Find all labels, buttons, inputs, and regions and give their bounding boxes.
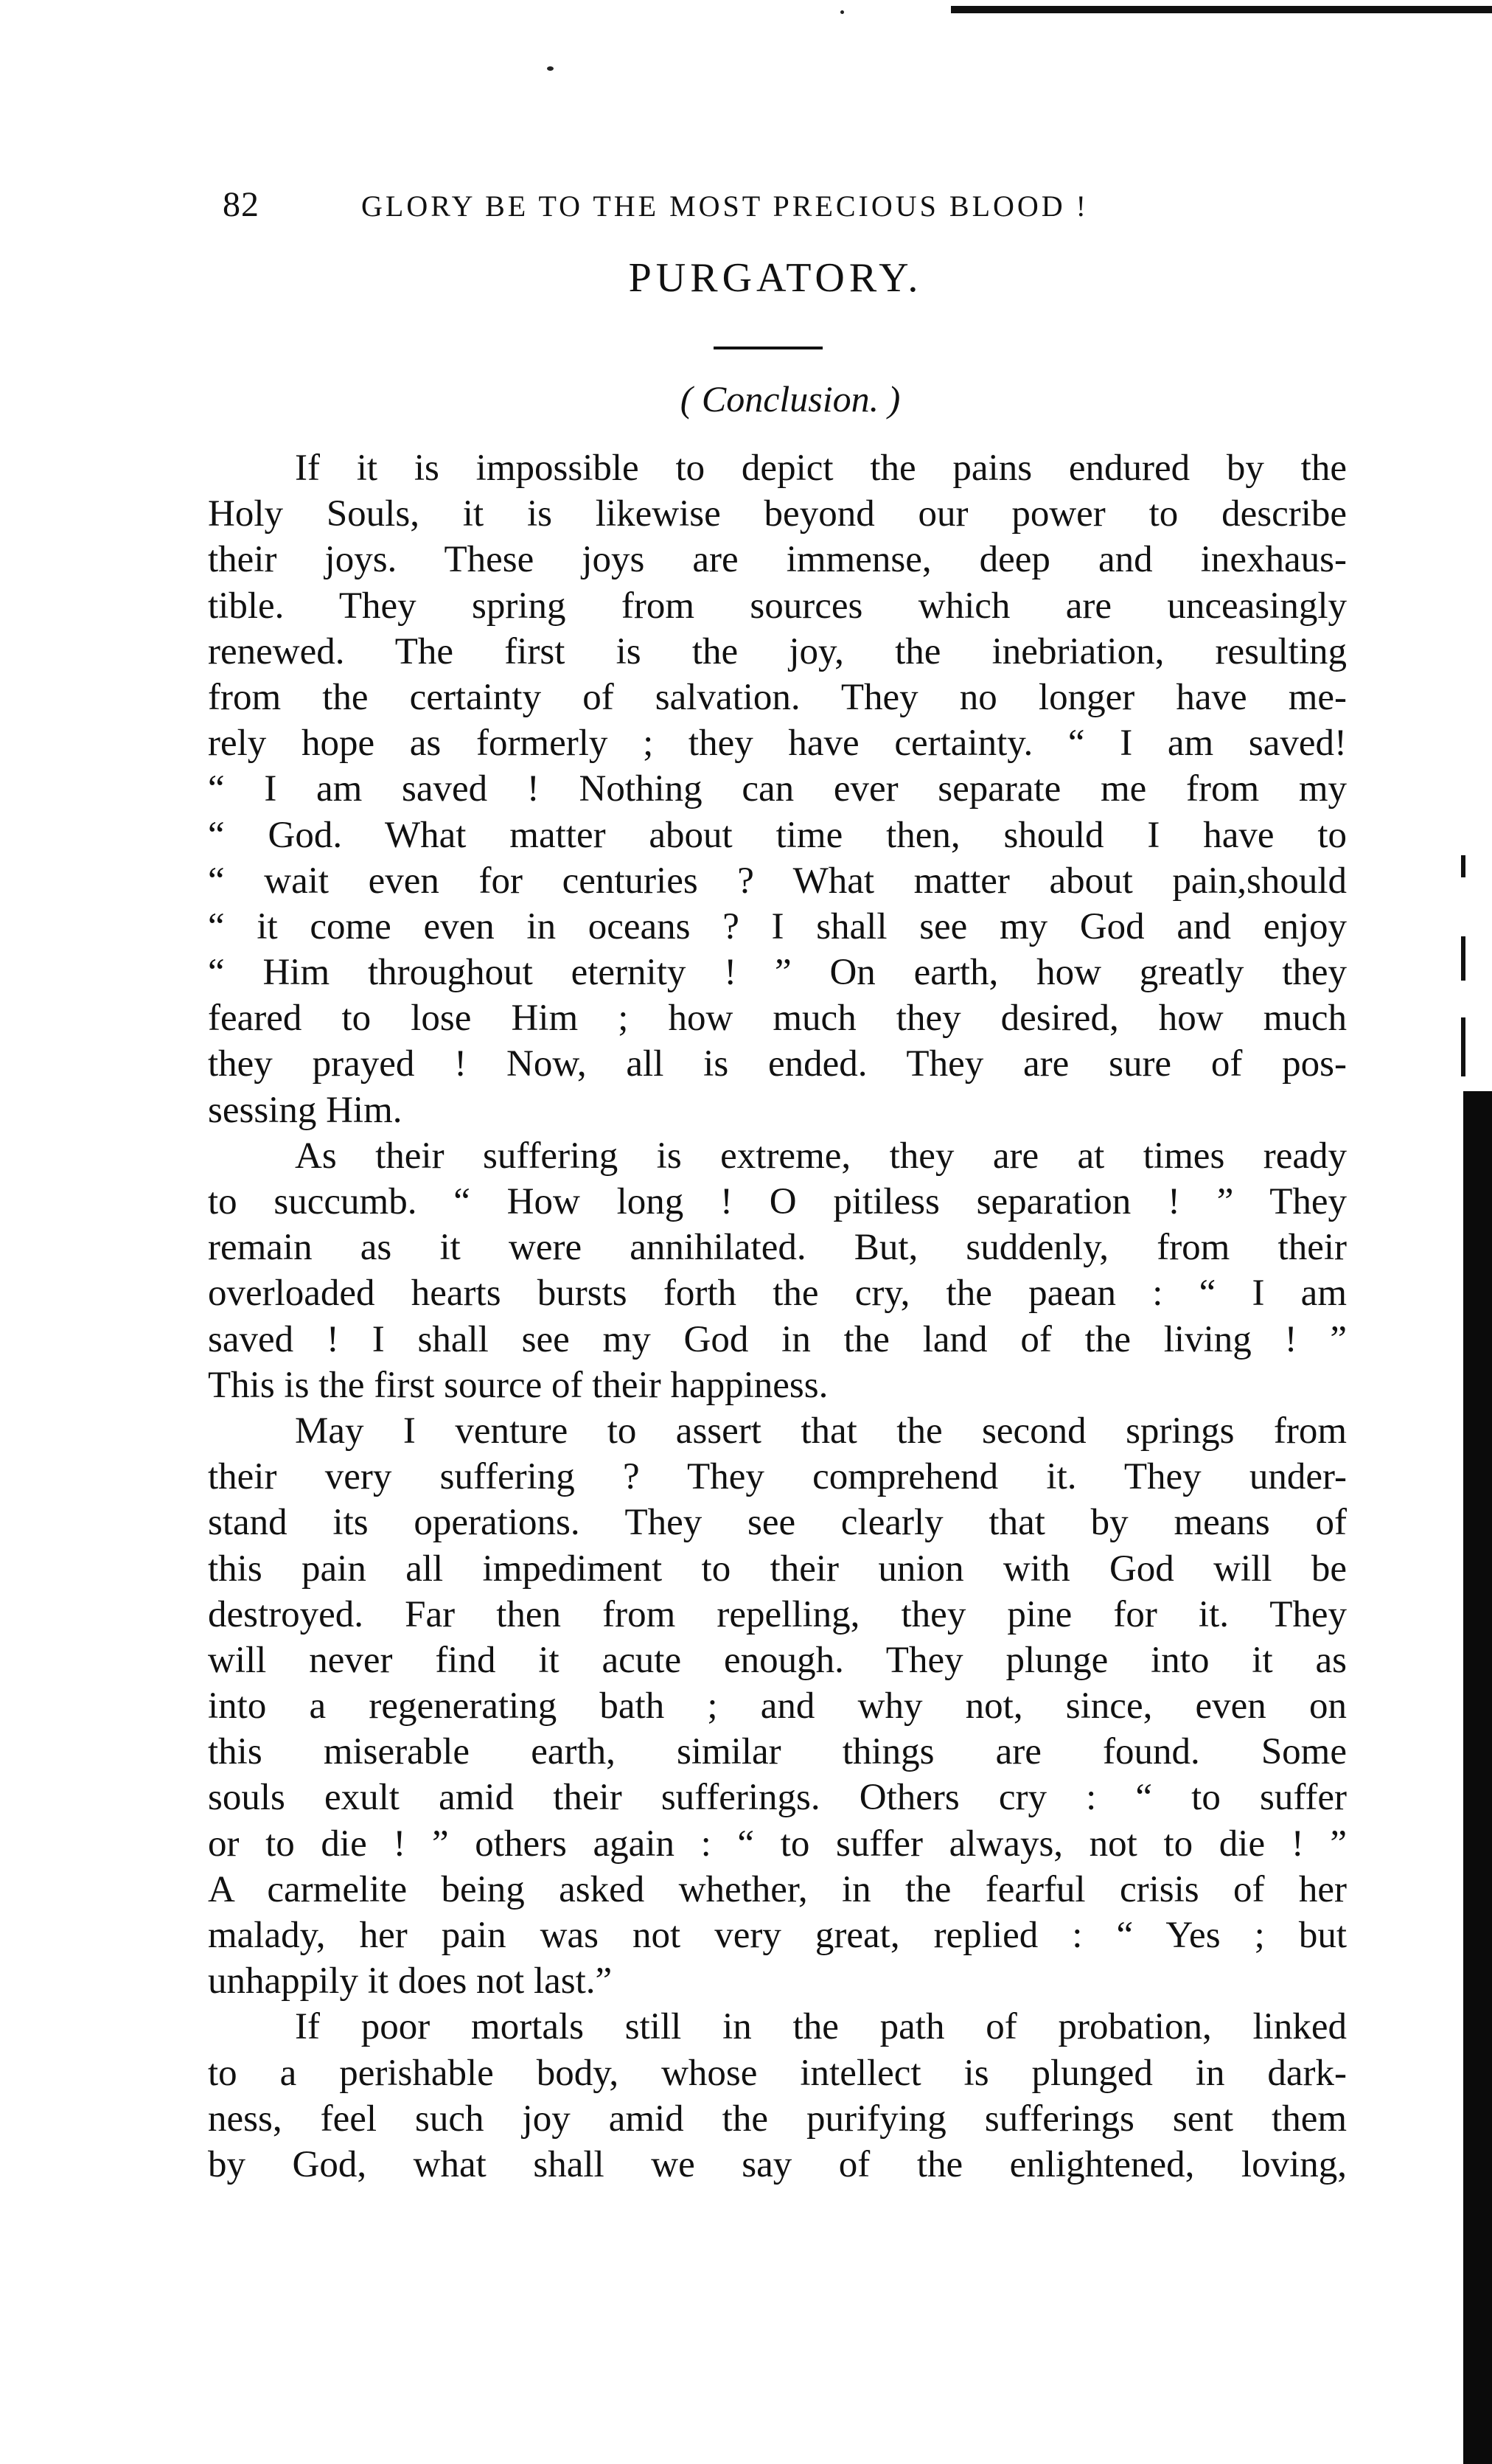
text-line: remain as it were annihilated. But, suddenly, from their [208,1227,1347,1269]
page-edge-speck [1461,1017,1465,1076]
text-line: A carmelite being asked whether, in the fearful crisis of her [208,1868,1347,1910]
text-line: will never find it acute enough. They plunge into it as [208,1639,1347,1681]
text-line: May I venture to assert that the second springs from [295,1410,1347,1452]
text-line: This is the first source of their happiness. [208,1364,829,1406]
text-line: As their suffering is extreme, they are at times ready [295,1135,1347,1177]
text-line: their very suffering ? They comprehend it. They under- [208,1456,1347,1498]
page-number: 82 [223,185,259,224]
text-line: or to die ! ” others again : “ to suffer always, not to die ! ” [208,1823,1347,1865]
page-edge-speck [1461,936,1465,981]
article-title: PURGATORY. [628,255,923,301]
text-line: “ wait even for centuries ? What matter about pain,should [208,860,1347,902]
text-line: “ it come even in oceans ? I shall see my God and enjoy [208,905,1347,947]
text-line: to succumb. “ How long ! O pitiless separation ! ” They [208,1181,1347,1222]
text-line: “ Him throughout eternity ! ” On earth, how greatly they [208,952,1347,994]
running-head [0,184,1492,243]
ink-speck [547,66,554,71]
text-line: sessing Him. [208,1089,402,1131]
text-line: “ God. What matter about time then, should I have to [208,814,1347,856]
text-line: stand its operations. They see clearly that by means of [208,1502,1347,1544]
text-line: into a regenerating bath ; and why not, since, even on [208,1685,1347,1727]
text-line: souls exult amid their sufferings. Others cry : “ to suffer [208,1777,1347,1819]
text-line: tible. They spring from sources which are unceasingly [208,585,1347,627]
ink-speck [840,10,844,14]
text-line: from the certainty of salvation. They no longer have me- [208,676,1347,718]
page-edge-speck [1461,855,1465,877]
text-line: saved ! I shall see my God in the land of the living ! ” [208,1318,1347,1360]
running-title: GLORY BE TO THE MOST PRECIOUS BLOOD ! [361,189,1089,223]
text-line: by God, what shall we say of the enlightened, loving, [208,2143,1347,2185]
text-line: unhappily it does not last.” [208,1960,613,2002]
text-line: feared to lose Him ; how much they desired, how much [208,998,1347,1040]
text-line: to a perishable body, whose intellect is plunged in dark- [208,2052,1347,2094]
text-line: If it is impossible to depict the pains endured by the [295,448,1347,489]
text-line: If poor mortals still in the path of probation, linked [295,2006,1347,2048]
text-line: overloaded hearts bursts forth the cry, the paean : “ I am [208,1273,1347,1315]
text-line: they prayed ! Now, all is ended. They are sure of pos- [208,1043,1347,1085]
text-line: this miserable earth, similar things are found. Some [208,1731,1347,1773]
title-rule [714,347,823,349]
text-line: Holy Souls, it is likewise beyond our power to describe [208,493,1347,535]
text-line: their joys. These joys are immense, deep and inexhaus- [208,539,1347,581]
text-line: destroyed. Far then from repelling, they pine for it. They [208,1593,1347,1635]
top-edge-rule [951,6,1492,13]
text-line: “ I am saved ! Nothing can ever separate me from my [208,768,1347,810]
text-line: renewed. The first is the joy, the inebriation, resulting [208,630,1347,672]
article-subtitle: ( Conclusion. ) [680,378,901,420]
text-line: malady, her pain was not very great, replied : “ Yes ; but [208,1915,1347,1956]
article-body [208,445,1347,2188]
page-edge-shadow [1463,1091,1492,2464]
text-line: this pain all impediment to their union with God will be [208,1548,1347,1590]
text-line: ness, feel such joy amid the purifying sufferings sent them [208,2098,1347,2140]
text-line: rely hope as formerly ; they have certainty. “ I am saved! [208,723,1347,765]
